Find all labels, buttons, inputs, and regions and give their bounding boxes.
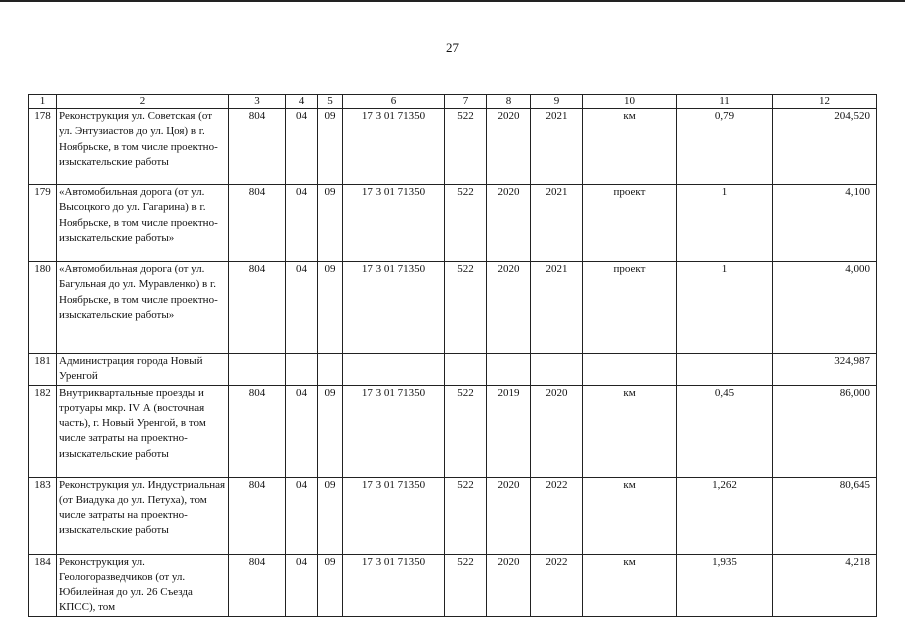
budget-table bbox=[28, 94, 877, 617]
cell-c4: 04 bbox=[286, 385, 318, 477]
cell-c12: 80,645 bbox=[773, 477, 877, 554]
cell-c4: 04 bbox=[286, 262, 318, 354]
cell-c10: км bbox=[583, 385, 677, 477]
cell-c5: 09 bbox=[318, 185, 343, 262]
object-name: Реконструкция ул. Геологоразведчиков (от ул. Юбилейная до ул. 26 Съезда КПСС), том bbox=[57, 554, 229, 616]
cell-c9: 2022 bbox=[531, 554, 583, 616]
object-name: Реконструкция ул. Индустриальная (от Виадука до ул. Петуха), том числе затраты на проектно-изыскательские работы bbox=[57, 477, 229, 554]
cell-c8: 2019 bbox=[487, 385, 531, 477]
cell-c5: 09 bbox=[318, 262, 343, 354]
column-header: 6 bbox=[343, 95, 445, 109]
row-number: 178 bbox=[29, 109, 57, 185]
cell-c6 bbox=[343, 354, 445, 386]
cell-c10: км bbox=[583, 109, 677, 185]
cell-c12: 86,000 bbox=[773, 385, 877, 477]
cell-c3: 804 bbox=[229, 554, 286, 616]
column-header: 11 bbox=[677, 95, 773, 109]
cell-c8: 2020 bbox=[487, 477, 531, 554]
cell-c7: 522 bbox=[445, 109, 487, 185]
column-header: 9 bbox=[531, 95, 583, 109]
cell-c11: 1 bbox=[677, 185, 773, 262]
cell-c3: 804 bbox=[229, 185, 286, 262]
cell-c5: 09 bbox=[318, 477, 343, 554]
table-row bbox=[29, 385, 877, 477]
cell-c4: 04 bbox=[286, 477, 318, 554]
cell-c8: 2020 bbox=[487, 262, 531, 354]
top-rule bbox=[0, 0, 905, 2]
cell-c7: 522 bbox=[445, 185, 487, 262]
cell-c6: 17 3 01 71350 bbox=[343, 477, 445, 554]
row-number: 183 bbox=[29, 477, 57, 554]
cell-c9: 2022 bbox=[531, 477, 583, 554]
column-header: 4 bbox=[286, 95, 318, 109]
cell-c3: 804 bbox=[229, 477, 286, 554]
row-number: 182 bbox=[29, 385, 57, 477]
table-row bbox=[29, 109, 877, 185]
cell-c8: 2020 bbox=[487, 554, 531, 616]
page-number: 27 bbox=[446, 40, 459, 55]
cell-c7: 522 bbox=[445, 554, 487, 616]
cell-c7: 522 bbox=[445, 385, 487, 477]
row-number: 180 bbox=[29, 262, 57, 354]
cell-c9: 2021 bbox=[531, 109, 583, 185]
cell-c4: 04 bbox=[286, 109, 318, 185]
object-name: Администрация города Новый Уренгой bbox=[57, 354, 229, 386]
cell-c6: 17 3 01 71350 bbox=[343, 262, 445, 354]
cell-c9: 2021 bbox=[531, 262, 583, 354]
cell-c3: 804 bbox=[229, 109, 286, 185]
column-header: 10 bbox=[583, 95, 677, 109]
column-header: 3 bbox=[229, 95, 286, 109]
column-header: 1 bbox=[29, 95, 57, 109]
table-row bbox=[29, 262, 877, 354]
cell-c8 bbox=[487, 354, 531, 386]
cell-c11: 1 bbox=[677, 262, 773, 354]
cell-c10: проект bbox=[583, 262, 677, 354]
cell-c11: 1,262 bbox=[677, 477, 773, 554]
cell-c9 bbox=[531, 354, 583, 386]
cell-c6: 17 3 01 71350 bbox=[343, 385, 445, 477]
column-header: 7 bbox=[445, 95, 487, 109]
cell-c4: 04 bbox=[286, 185, 318, 262]
cell-c6: 17 3 01 71350 bbox=[343, 109, 445, 185]
cell-c5: 09 bbox=[318, 385, 343, 477]
cell-c9: 2020 bbox=[531, 385, 583, 477]
cell-c12: 4,100 bbox=[773, 185, 877, 262]
cell-c11: 0,45 bbox=[677, 385, 773, 477]
cell-c7: 522 bbox=[445, 262, 487, 354]
cell-c7 bbox=[445, 354, 487, 386]
cell-c5 bbox=[318, 354, 343, 386]
cell-c3: 804 bbox=[229, 385, 286, 477]
row-number: 184 bbox=[29, 554, 57, 616]
cell-c10: км bbox=[583, 554, 677, 616]
table-row bbox=[29, 477, 877, 554]
object-name: Внутриквартальные проезды и тротуары мкр. IV А (восточная часть), г. Новый Уренгой, в том числе затраты на проектно-изыскательские работы bbox=[57, 385, 229, 477]
cell-c5: 09 bbox=[318, 554, 343, 616]
cell-c11 bbox=[677, 354, 773, 386]
cell-c4: 04 bbox=[286, 554, 318, 616]
cell-c5: 09 bbox=[318, 109, 343, 185]
cell-c11: 1,935 bbox=[677, 554, 773, 616]
cell-c10: проект bbox=[583, 185, 677, 262]
cell-c12: 4,218 bbox=[773, 554, 877, 616]
table-row bbox=[29, 554, 877, 616]
table-row bbox=[29, 354, 877, 386]
cell-c9: 2021 bbox=[531, 185, 583, 262]
object-name: Реконструкция ул. Советская (от ул. Энтузиастов до ул. Цоя) в г. Ноябрьске, в том числе проектно-изыскательские работы bbox=[57, 109, 229, 185]
row-number: 179 bbox=[29, 185, 57, 262]
cell-c12: 4,000 bbox=[773, 262, 877, 354]
cell-c8: 2020 bbox=[487, 185, 531, 262]
cell-c12: 204,520 bbox=[773, 109, 877, 185]
cell-c6: 17 3 01 71350 bbox=[343, 185, 445, 262]
column-header: 8 bbox=[487, 95, 531, 109]
cell-c8: 2020 bbox=[487, 109, 531, 185]
column-header: 12 bbox=[773, 95, 877, 109]
cell-c4 bbox=[286, 354, 318, 386]
row-number: 181 bbox=[29, 354, 57, 386]
object-name: «Автомобильная дорога (от ул. Багульная до ул. Муравленко) в г. Ноябрьске, в том числе проектно-изыскательские работы» bbox=[57, 262, 229, 354]
column-header: 5 bbox=[318, 95, 343, 109]
cell-c6: 17 3 01 71350 bbox=[343, 554, 445, 616]
cell-c3 bbox=[229, 354, 286, 386]
cell-c10 bbox=[583, 354, 677, 386]
column-header: 2 bbox=[57, 95, 229, 109]
cell-c11: 0,79 bbox=[677, 109, 773, 185]
object-name: «Автомобильная дорога (от ул. Высоцкого до ул. Гагарина) в г. Ноябрьске, в том числе проектно-изыскательские работы» bbox=[57, 185, 229, 262]
table-row bbox=[29, 185, 877, 262]
cell-c10: км bbox=[583, 477, 677, 554]
table-header-row bbox=[29, 95, 877, 109]
cell-c7: 522 bbox=[445, 477, 487, 554]
cell-c3: 804 bbox=[229, 262, 286, 354]
cell-c12: 324,987 bbox=[773, 354, 877, 386]
